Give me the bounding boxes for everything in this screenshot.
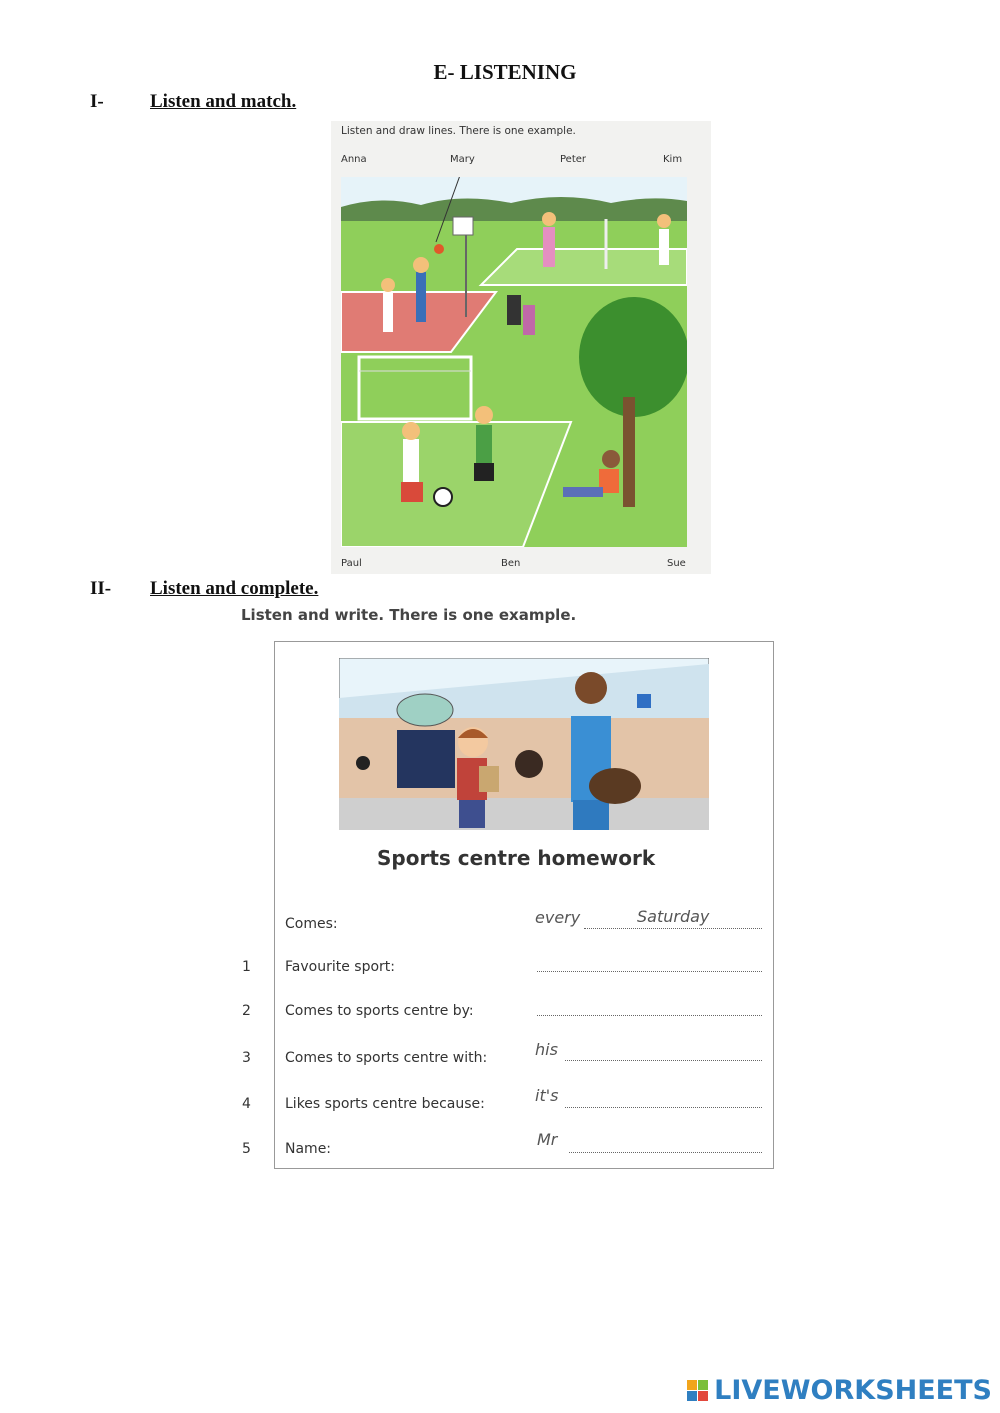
page-heading: E- LISTENING bbox=[433, 60, 577, 84]
section-2-title: Listen and complete. bbox=[150, 578, 319, 599]
row-label-favourite-sport: Favourite sport: bbox=[285, 959, 395, 975]
form-title: Sports centre homework bbox=[377, 846, 656, 870]
section-1-number: I- bbox=[90, 91, 104, 112]
row-number-3: 3 bbox=[242, 1050, 251, 1066]
row-number-2: 2 bbox=[242, 1003, 251, 1019]
name-ben[interactable]: Ben bbox=[501, 558, 521, 569]
answer-field-4[interactable] bbox=[565, 1107, 762, 1108]
section-1-title: Listen and match. bbox=[150, 91, 297, 112]
logo-mark-icon bbox=[687, 1380, 708, 1401]
row-prefix-his: his bbox=[535, 1040, 558, 1059]
park-illustration bbox=[341, 177, 687, 547]
row-number-4: 4 bbox=[242, 1096, 251, 1112]
name-paul[interactable]: Paul bbox=[341, 558, 362, 569]
row-label-comes-with: Comes to sports centre with: bbox=[285, 1050, 488, 1066]
section-1-instruction: Listen and draw lines. There is one example. bbox=[341, 125, 576, 137]
liveworksheets-logo bbox=[687, 1375, 992, 1405]
name-kim[interactable]: Kim bbox=[663, 154, 683, 165]
row-prefix-its: it's bbox=[535, 1086, 559, 1105]
row-number-5: 5 bbox=[242, 1141, 251, 1157]
row-prefix-comes: every bbox=[535, 908, 581, 927]
section-2-instruction: Listen and write. There is one example. bbox=[241, 606, 577, 624]
name-sue[interactable]: Sue bbox=[667, 558, 686, 569]
row-number-1: 1 bbox=[242, 959, 251, 975]
row-label-likes-because: Likes sports centre because: bbox=[285, 1096, 485, 1112]
row-prefix-mr: Mr bbox=[537, 1130, 558, 1149]
answer-field-1[interactable] bbox=[537, 971, 762, 972]
row-label-comes-by: Comes to sports centre by: bbox=[285, 1003, 474, 1019]
name-peter[interactable]: Peter bbox=[560, 154, 587, 165]
sports-centre-illustration bbox=[339, 658, 709, 830]
row-label-name: Name: bbox=[285, 1141, 332, 1157]
row-line-comes bbox=[584, 928, 762, 929]
sports-field-picture bbox=[331, 121, 711, 574]
homework-form bbox=[242, 641, 774, 1169]
name-anna[interactable]: Anna bbox=[341, 154, 367, 165]
name-mary[interactable]: Mary bbox=[450, 154, 475, 165]
row-answer-comes: Saturday bbox=[637, 907, 710, 926]
section-2-number: II- bbox=[90, 578, 112, 599]
answer-field-5[interactable] bbox=[569, 1152, 762, 1153]
answer-field-2[interactable] bbox=[537, 1015, 762, 1016]
row-label-comes: Comes: bbox=[285, 916, 338, 932]
logo-text: LIVEWORKSHEETS bbox=[714, 1374, 992, 1406]
answer-field-3[interactable] bbox=[565, 1060, 762, 1061]
